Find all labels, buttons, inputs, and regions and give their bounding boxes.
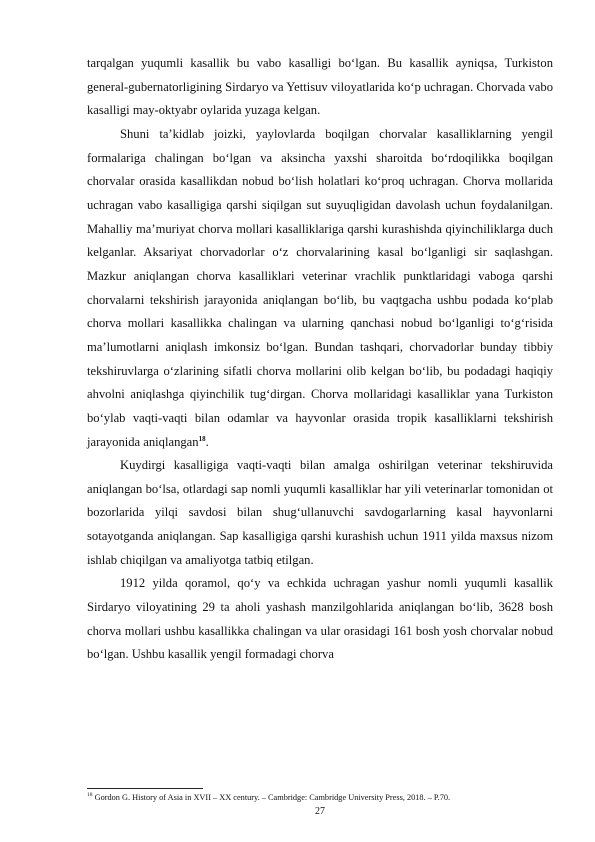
paragraph-1: tarqalgan yuqumli kasallik bu vabo kasalligi bo‘lgan. Bu kasallik ayniqsa, Turkiston general-gubernatorligining Sirdaryo va Yettisuv viloyatlarida ko‘p uchragan. Chorvada vabo kasalligi may-oktyabr oylarida yuzaga kelgan.: [87, 56, 553, 118]
body-text: [87, 52, 553, 667]
footnote-divider: [87, 788, 203, 789]
paragraph-4: 1912 yilda qoramol, qo‘y va echkida uchragan yashur nomli yuqumli kasallik Sirdaryo viloyatining 29 ta aholi yashash manzilgohlarida aniqlangan bo‘lib, 3628 bosh chorva mollari ushbu kasallikka chalingan va ular orasidagi 161 bosh yosh chorvalar nobud bo‘lgan. Ushbu kasallik yengil formadagi chorva: [87, 576, 553, 662]
footnote-number: 18: [87, 792, 93, 799]
footnote-text: Gordon G. History of Asia in XVII – XX century. – Cambridge: Cambridge University Press, 2018. – P.70.: [94, 793, 451, 802]
footnote-reference[interactable]: 18: [198, 434, 206, 443]
paragraph-3: Kuydirgi kasalligiga vaqti-vaqti bilan amalga oshirilgan veterinar tekshiruvida aniqlangan bo‘lsa, otlardagi sap nomli yuqumli kasalliklar har yili veterinarlar tomonidan ot bozorlarida yilqi savdosi bilan shug‘ullanuvchi savdogarlarning kasal hayvonlarni sotayotganda aniqlangan. Sap kasalligiga qarshi kurashish uchun 1911 yilda maxsus nizom ishlab chiqilgan va amaliyotga tatbiq etilgan.: [87, 458, 553, 567]
paragraph-2: [87, 123, 553, 454]
footnote: [87, 792, 557, 803]
paragraph-2-text: Shuni taʼkidlab joizki, yaylovlarda boqilgan chorvalar kasalliklarning yengil formalariga chalingan bo‘lgan va aksincha yaxshi sharoitda bo‘rdoqilikka boqilgan chorvalar orasida kasallikdan nobud bo‘lish holatlari ko‘proq uchragan. Chorva mollarida uchragan vabo kasalligiga qarshi siqilgan sut suyuqligidan davolash uchun foydalanilgan. Mahalliy maʼmuriyat chorva mollari kasalliklariga qarshi kurashishda qiyinchiliklarga duch kelganlar. Aksariyat chorvadorlar o‘z chorvalarining kasal bo‘lganligi sir saqlashgan. Mazkur aniqlangan chorva kasalliklari veterinar vrachlik punktlaridagi vaboga qarshi chorvalarni tekshirish jarayonida aniqlangan bo‘lib, bu vaqtgacha ushbu podada ko‘plab chorva mollari kasallikka chalingan va ularning qanchasi nobud bo‘lganligi to‘g‘risida maʼlumotlarni aniqlash imkonsiz bo‘lgan. Bundan tashqari, chorvadorlar bunday tibbiy tekshiruvlarga o‘zlarining sifatli chorva mollarini olib kelgan bo‘lib, bu podadagi haqiqiy ahvolni aniqlashga qiyinchilik tug‘dirgan. Chorva mollaridagi kasalliklar yana Turkiston bo‘ylab vaqti-vaqti bilan odamlar va hayvonlar orasida tropik kasalliklarni tekshirish jarayonida aniqlangan: [87, 126, 553, 449]
page-number: 27: [315, 806, 325, 817]
paragraph-2-end: .: [205, 434, 209, 449]
